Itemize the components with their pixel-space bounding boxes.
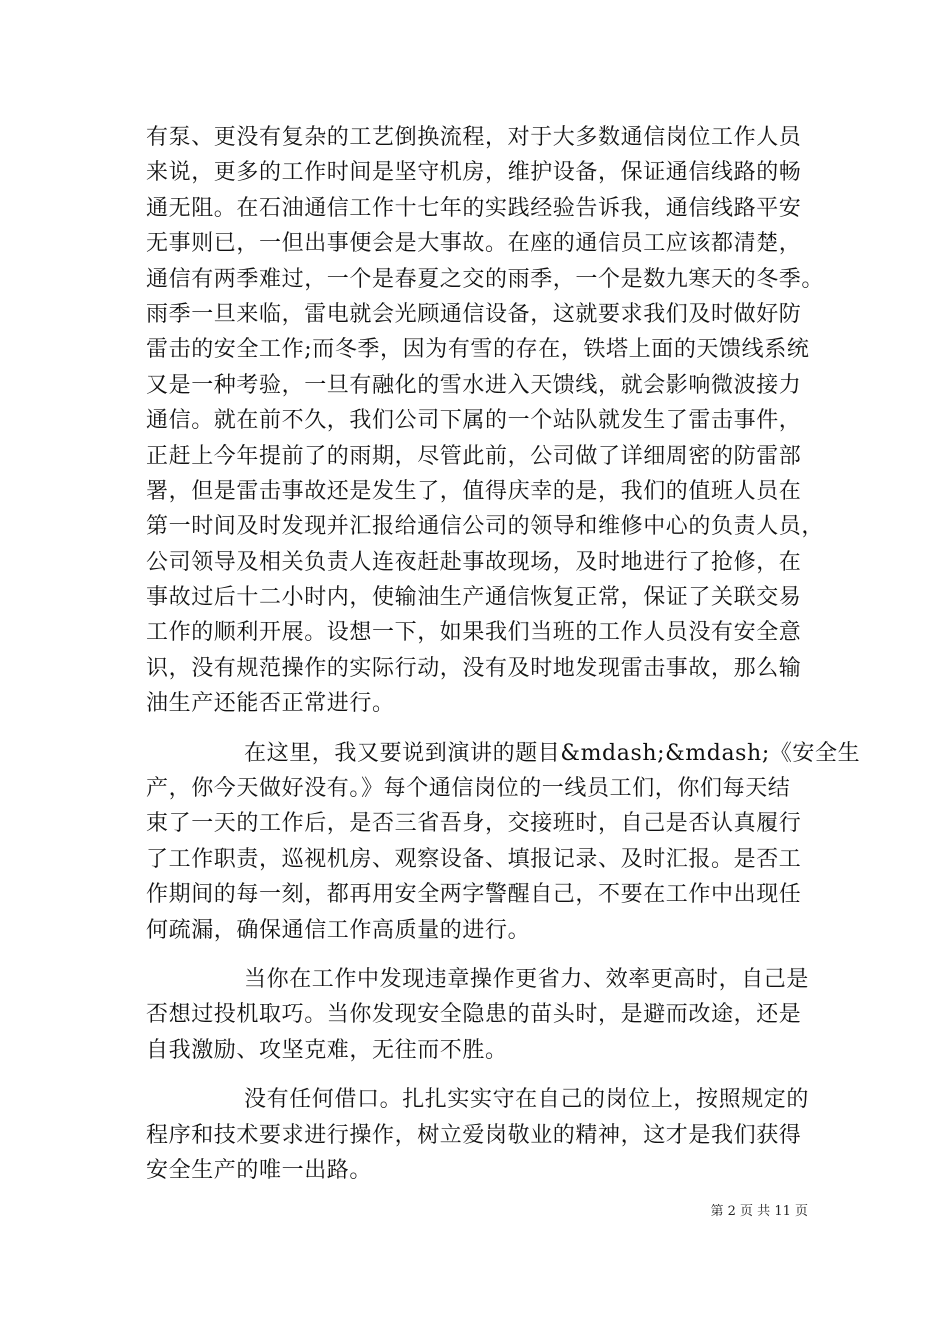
paragraph-4	[146, 1082, 826, 1188]
text-line: 无事则已，一但出事便会是大事故。在座的通信员工应该都清楚，	[146, 231, 802, 257]
document-body	[146, 120, 861, 1188]
text-line: 产，你今天做好没有。》每个通信岗位的一线员工们，你们每天结	[146, 776, 791, 802]
text-line: 又是一种考验，一旦有融化的雪水进入天馈线，就会影响微波接力	[146, 372, 802, 398]
text-line: 第一时间及时发现并汇报给通信公司的领导和维修中心的负责人员，	[146, 514, 825, 540]
text-line: 没有任何借口。扎扎实实守在自己的岗位上，按照规定的	[244, 1087, 810, 1113]
text-line: 了工作职责，巡视机房、观察设备、填报记录、及时汇报。是否工	[146, 846, 802, 872]
paragraph-2	[146, 736, 861, 948]
text-line: 安全生产的唯一出路。	[146, 1157, 373, 1183]
text-line: 事故过后十二小时内，使输油生产通信恢复正常，保证了关联交易	[146, 585, 802, 611]
text-line: 自我激励、攻坚克难，无往而不胜。	[146, 1037, 508, 1063]
text-line: 雨季一旦来临，雷电就会光顾通信设备，这就要求我们及时做好防	[146, 301, 802, 327]
text-line: 程序和技术要求进行操作，树立爱岗敬业的精神，这才是我们获得	[146, 1122, 802, 1148]
text-line: 当你在工作中发现违章操作更省力、效率更高时，自己是	[244, 966, 810, 992]
text-line: 正赶上今年提前了的雨期，尽管此前，公司做了详细周密的防雷部	[146, 443, 802, 469]
page-number-footer: 第 2 页 共 11 页	[710, 1204, 808, 1219]
text-line: 在这里，我又要说到演讲的题目&mdash;&mdash;《安全生	[244, 740, 861, 766]
text-line: 署，但是雷击事故还是发生了，值得庆幸的是，我们的值班人员在	[146, 478, 802, 504]
text-line: 识，没有规范操作的实际行动，没有及时地发现雷击事故，那么输	[146, 655, 802, 681]
text-line: 油生产还能否正常进行。	[146, 691, 395, 717]
text-line: 束了一天的工作后，是否三省吾身，交接班时，自己是否认真履行	[146, 811, 802, 837]
text-line: 何疏漏，确保通信工作高质量的进行。	[146, 917, 531, 943]
paragraph-3	[146, 962, 826, 1068]
text-line: 有泵、更没有复杂的工艺倒换流程，对于大多数通信岗位工作人员	[146, 125, 802, 150]
text-line: 工作的顺利开展。设想一下，如果我们当班的工作人员没有安全意	[146, 620, 802, 646]
text-line: 雷击的安全工作;而冬季，因为有雪的存在，铁塔上面的天馈线系统	[146, 337, 810, 363]
text-line: 来说，更多的工作时间是坚守机房，维护设备，保证通信线路的畅	[146, 160, 802, 186]
text-line: 作期间的每一刻，都再用安全两字警醒自己，不要在工作中出现任	[146, 882, 802, 908]
text-line: 通无阻。在石油通信工作十七年的实践经验告诉我，通信线路平安	[146, 195, 802, 221]
text-line: 否想过投机取巧。当你发现安全隐患的苗头时，是避而改途，还是	[146, 1002, 802, 1028]
text-line: 公司领导及相关负责人连夜赶赴事故现场，及时地进行了抢修，在	[146, 549, 802, 575]
paragraph-1	[146, 120, 826, 722]
text-line: 通信。就在前不久，我们公司下属的一个站队就发生了雷击事件，	[146, 408, 802, 434]
text-line: 通信有两季难过，一个是春夏之交的雨季，一个是数九寒天的冬季。	[146, 266, 825, 292]
